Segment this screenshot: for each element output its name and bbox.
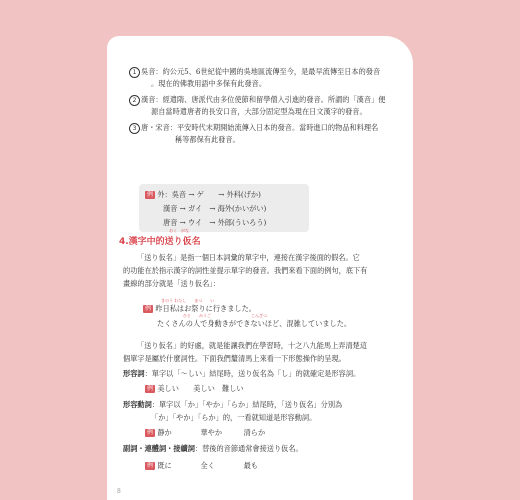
adverb-rule: [123, 443, 303, 454]
adverb-tag: 例: [147, 462, 154, 469]
example-tag: 例: [147, 191, 154, 198]
para1-line1: 「送り仮名」是指一個日本詞彙的單字中，連接在漢字後面的假名。它: [137, 253, 360, 262]
adjective-text: ：單字以「～しい」結尾時，送り仮名為「し」的就確定是形容詞。: [144, 369, 361, 378]
adverb-example: [145, 460, 258, 471]
ex1-ruby2: ひと みうご こんざつ: [183, 313, 267, 318]
adverb-example-text: 既に 全く 最も: [157, 461, 258, 470]
document-page: [107, 36, 413, 500]
page-number: 8: [117, 488, 121, 495]
item-2: [129, 94, 385, 106]
adjective-example-text: 美しい 美しい 難しい: [157, 384, 244, 393]
adjv-text1: ：單字以「か」「やか」「らか」結尾時，「送り仮名」分別為: [151, 400, 343, 409]
item-1: [129, 66, 380, 78]
item-2-number: 2: [129, 95, 140, 106]
item-1-line2: 。現在的佛教用語中多保有此發音。: [151, 79, 267, 88]
adverb-term: 副詞・連體詞・接續詞: [123, 444, 195, 453]
ex1-tag: 例: [145, 305, 152, 312]
item-3: [129, 122, 378, 134]
section-heading: 4.漢字中的送り仮名: [119, 237, 201, 247]
item-3-line1: 唐・宋音：平安時代末期開始流傳入日本的發音。當時進口的物品和料理名: [141, 123, 379, 132]
example-row-3: 唐音 → ウイ → 外郎(ういろう): [163, 218, 267, 227]
adverb-text: ：替後的音節通常會接送り仮名。: [194, 444, 303, 453]
adjective-tag: 例: [147, 385, 154, 392]
adjective-example: [145, 383, 244, 394]
adjv-text2: 「か」「やか」「らか」的，一看就知道是形容動詞。: [151, 413, 317, 422]
adjv-tag: 例: [147, 429, 154, 436]
adjv-example-text: 静か 華やか 清らか: [157, 428, 266, 437]
item-3-line2: 稱等都保有此發音。: [175, 135, 240, 144]
item-2-line1: 漢音：經遣隋、唐派代由多位使節和留學僧入引進的發音。所謂的「漢音」便: [141, 95, 386, 104]
heading-ruby: おく がな: [169, 228, 189, 233]
adjv-term: 形容動詞: [123, 400, 152, 409]
item-3-number: 3: [129, 123, 140, 134]
item-1-number: 1: [129, 67, 140, 78]
adjv-example: [145, 427, 265, 438]
example-row-1-text: 外：吳音 → ゲ → 外科(げか): [157, 190, 261, 199]
ex1-ruby1: きのう わたし まつ い: [161, 298, 215, 303]
item-1-line1: 吳音：約公元5、6世紀從中國的吳地區流傳至今，是最早流傳至日本的發音: [141, 67, 381, 76]
example-box: [139, 184, 309, 232]
para2-line1: 「送り仮名」的好處，就是能讓我們在學習時，十之八九能馬上弄清楚這: [137, 341, 368, 350]
para1-line3: 畫線的部分就是「送り仮名」：: [123, 279, 221, 288]
ex1-line1: 昨日私はお祭りに行きました。: [155, 304, 256, 313]
adjective-term: 形容詞: [123, 369, 145, 378]
para2-line2: 個單字是屬於什麼詞性。下面我們釐清馬上來看一下形態操作的呈現。: [123, 354, 346, 363]
example-row-2: 漢音 → ガイ → 海外(かいがい): [163, 204, 267, 213]
para1-line2: 的功能在於指示漢字的詞性並提示單字的發音。我們來看下面的例句，底下有: [123, 266, 368, 275]
adjective-rule: [123, 368, 360, 379]
ex1-line2: たくさんの人で身動きができないほど、混雑していました。: [157, 319, 352, 328]
example-row-1: [145, 189, 261, 200]
adjv-rule: [123, 399, 342, 410]
item-2-line2: 源自當時遣唐者的長安口音，大部分固定型為現在日文漢字的發音。: [151, 107, 367, 116]
